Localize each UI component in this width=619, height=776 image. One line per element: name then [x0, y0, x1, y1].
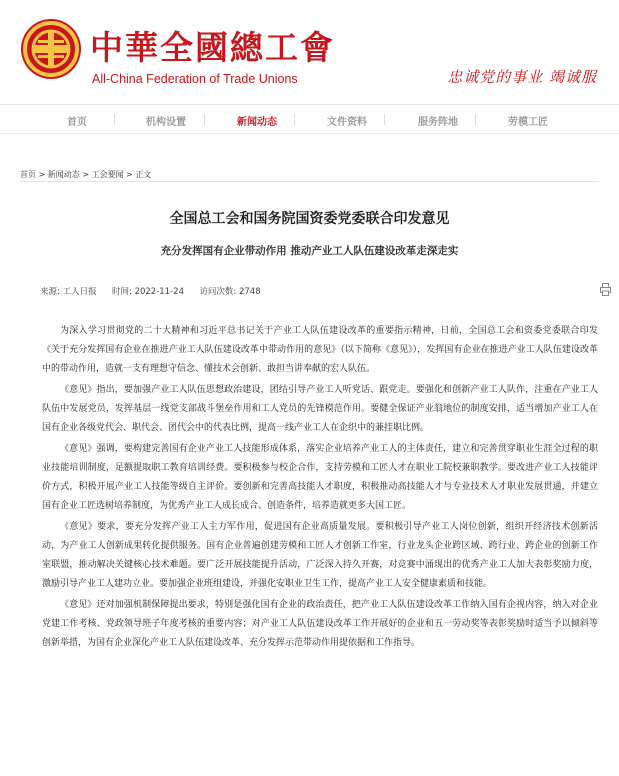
views-label: 访问次数: [199, 287, 237, 297]
breadcrumb-news[interactable]: 新闻动态 [47, 170, 80, 179]
acftu-emblem-icon [20, 18, 82, 80]
article-body [42, 322, 598, 655]
article-paragraph: 《意见》要求，要充分发挥产业工人主力军作用，促进国有企业高质量发展。要积极引导产业工人岗位创新，组织开经济技术创新活动，为产业工人创新成果转化提供服务。国有企业普遍创建劳模和工匠人才创新工作室，行业龙头企业跨区域、跨行业、跨企业的创新工作室联盟，推动解决关键核心技术难题。要广泛开展技能提升活动，广泛深入持久开赛，对竞赛中涌现出的优秀产业工人加大表彰奖励力度，激励引导产业工人建功立业。要加强企业班组建设，并强化安职业卫生工作，提高产业工人安全健康素质和技能。 [42, 522, 598, 589]
breadcrumb-home[interactable]: 首页 [20, 170, 36, 179]
logo-chinese-name: 中華全國總工會 [90, 28, 335, 67]
print-icon[interactable] [600, 283, 611, 296]
article-title: 全国总工会和国务院国资委党委联合印发意见 [169, 211, 450, 227]
breadcrumb-current: 正文 [135, 170, 152, 179]
main-nav [0, 104, 619, 134]
breadcrumb-separator: > [79, 170, 92, 179]
breadcrumb-separator: > [36, 170, 48, 179]
nav-divider [384, 114, 385, 125]
site-header [0, 0, 619, 96]
logo-english-name: All-China Federation of Trade Unions [92, 72, 298, 86]
nav-item-home[interactable]: 首页 [67, 117, 87, 128]
nav-item-services[interactable]: 服务阵地 [418, 117, 458, 128]
site-logo[interactable] [20, 18, 335, 96]
article-subtitle: 充分发挥国有企业带动作用 推动产业工人队伍建设改革走深走实 [160, 245, 459, 257]
views-value: 2748 [238, 287, 261, 297]
nav-divider [294, 114, 295, 125]
time-value: 2022-11-24 [134, 287, 184, 297]
nav-divider [475, 114, 476, 125]
source-label: 来源: [40, 287, 60, 297]
nav-divider [114, 114, 115, 125]
source-value: 工人日报 [62, 287, 97, 297]
breadcrumb-union-news[interactable]: 工会要闻 [91, 170, 124, 179]
nav-divider [204, 114, 205, 125]
divider [20, 181, 599, 182]
breadcrumb [20, 169, 151, 180]
nav-item-documents[interactable]: 文件资料 [327, 117, 367, 128]
article-paragraph: 为深入学习贯彻党的二十大精神和习近平总书记关于产业工人队伍建设改革的重要指示精神，日前，全国总工会和资委党委联合印发《关于充分发挥国有企业在推进产业工人队伍建设改革中带动作用的意见》（以下简称《意见》），发挥国有企业在推进产业工人队伍建设改革中的带动作用，造就一支有理想守信念、懂技术会创新、敢担当讲奉献的宏人队伍。 [42, 326, 598, 374]
article-paragraph: 《意见》指出，要加强产业工人队伍思想政治建设，团结引导产业工人听党话、跟党走。要强化和创新产业工人队作，注重在产业工人队伍中发展党员，发挥基层一线党支部战斗堡垒作用和工人党员的先锋模范作用。要健全保证产业翁地位的制度安排，适当增加产业工人在国有企业各级党代会、职代会、团代会中的代表比例，提高一线产业工人在企织中的兼挂职比例。 [42, 385, 598, 433]
breadcrumb-separator: > [123, 170, 136, 179]
article-paragraph: 《意见》还对加强机制保障提出要求，特别是强化国有企业的政治责任，把产业工人队伍建设改革工作纳入国有企视内容，纳入对企业党建工作考核、党政领导班子年度考核的重要内容；对产业工人队伍建设改革工作开展好的企业和五一劳动奖等表彰奖励时适当予以倾斜等创新举措，为国有企业深化产业工人队伍建设改革、充分发挥示范带动作用提依据和工作指导。 [42, 600, 598, 648]
header-slogan: 忠诚党的事业 竭诚服 [447, 68, 597, 86]
nav-item-organization[interactable]: 机构设置 [146, 117, 186, 128]
article-paragraph: 《意见》强调，要构建完善国有企业产业工人技能形成体系，落实企业培养产业工人的主体责任，建立和完善贯穿职业生涯全过程的职业技能培训制度，足额提取职工教育培训经费。要积极参与校企合作，支持劳模和工匠人才在职业工院校兼职教学。要改进产业工人技能评价方式，积极开展产业工人技能等级自主评价。要创新和完善高技能人才职度，积极推动高技能人才与专业技术人才职业发展贯通，并建立国有企业工匠选树培养制度，为优秀产业工人成长成合、创造条件，培养造就更多大国工匠。 [42, 444, 598, 511]
nav-item-model-workers[interactable]: 劳模工匠 [508, 117, 548, 128]
article-meta [40, 285, 261, 297]
nav-item-news[interactable]: 新闻动态 [237, 117, 277, 128]
time-label: 时间: [112, 287, 132, 297]
